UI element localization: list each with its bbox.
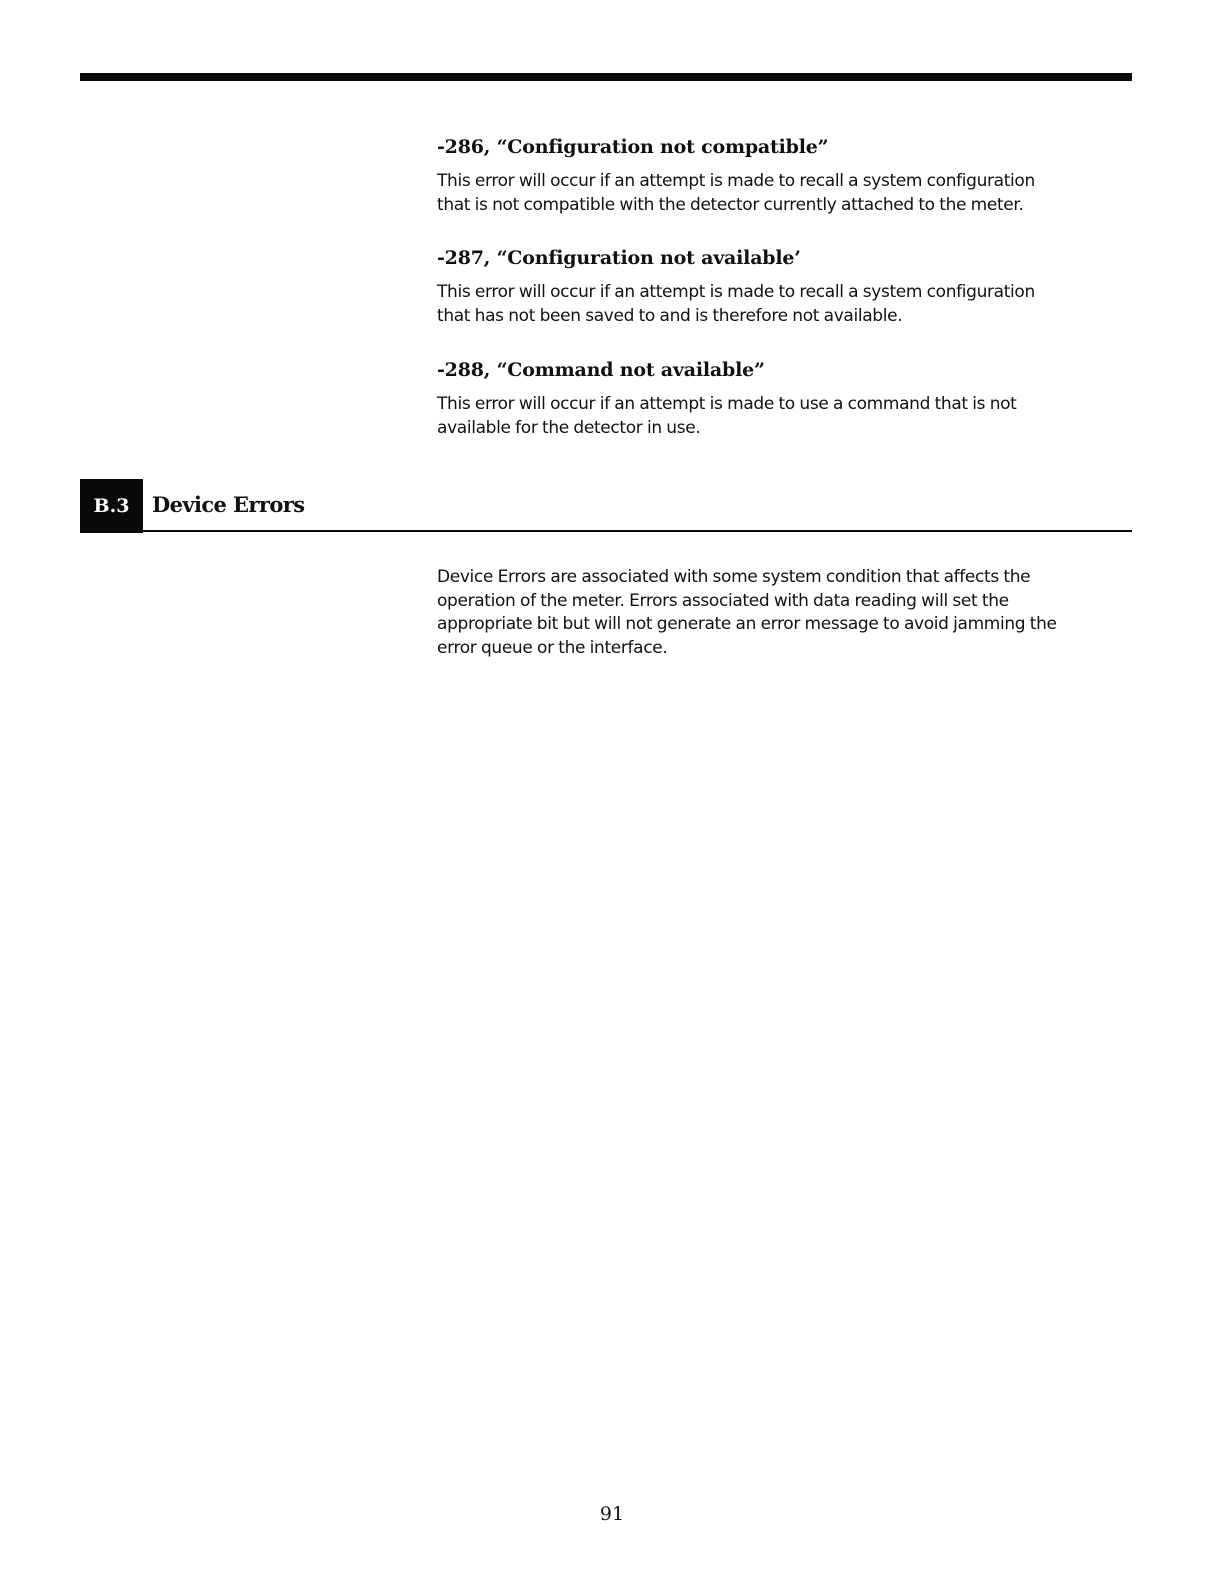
error-description bbox=[437, 392, 1127, 440]
error-description bbox=[437, 280, 1127, 328]
section-title: Device Errors bbox=[152, 492, 305, 517]
section-intro-line: error queue or the interface. bbox=[437, 637, 668, 658]
error-description bbox=[437, 169, 1127, 217]
error-heading: -286, “Configuration not compatible” bbox=[437, 136, 829, 158]
error-entry-287 bbox=[437, 246, 1127, 328]
error-description-line: This error will occur if an attempt is made to recall a system configuration bbox=[437, 282, 1035, 302]
section-intro-line: Device Errors are associated with some system condition that affects the bbox=[437, 567, 1031, 587]
section-number-badge: B.3 bbox=[80, 479, 143, 533]
error-heading: -287, “Configuration not available’ bbox=[437, 247, 801, 269]
error-entry-288 bbox=[437, 358, 1127, 440]
top-rule bbox=[80, 73, 1132, 81]
error-entry-286 bbox=[437, 135, 1127, 217]
section-intro-line: operation of the meter. Errors associated with data reading will set the bbox=[437, 590, 1009, 611]
error-description-line: available for the detector in use. bbox=[437, 418, 701, 438]
page-number: 91 bbox=[599, 1503, 625, 1525]
section-intro-line: appropriate bit but will not generate an error message to avoid jamming the bbox=[437, 614, 1057, 634]
section-intro bbox=[437, 566, 1127, 660]
error-heading: -288, “Command not available” bbox=[437, 359, 765, 381]
section-rule bbox=[143, 530, 1132, 532]
section-header bbox=[80, 479, 1132, 533]
error-description-line: This error will occur if an attempt is made to recall a system configuration bbox=[437, 171, 1035, 191]
error-description-line: that is not compatible with the detector currently attached to the meter. bbox=[437, 195, 1024, 215]
error-description-line: that has not been saved to and is therefore not available. bbox=[437, 306, 903, 326]
error-description-line: This error will occur if an attempt is made to use a command that is not bbox=[437, 394, 1017, 414]
